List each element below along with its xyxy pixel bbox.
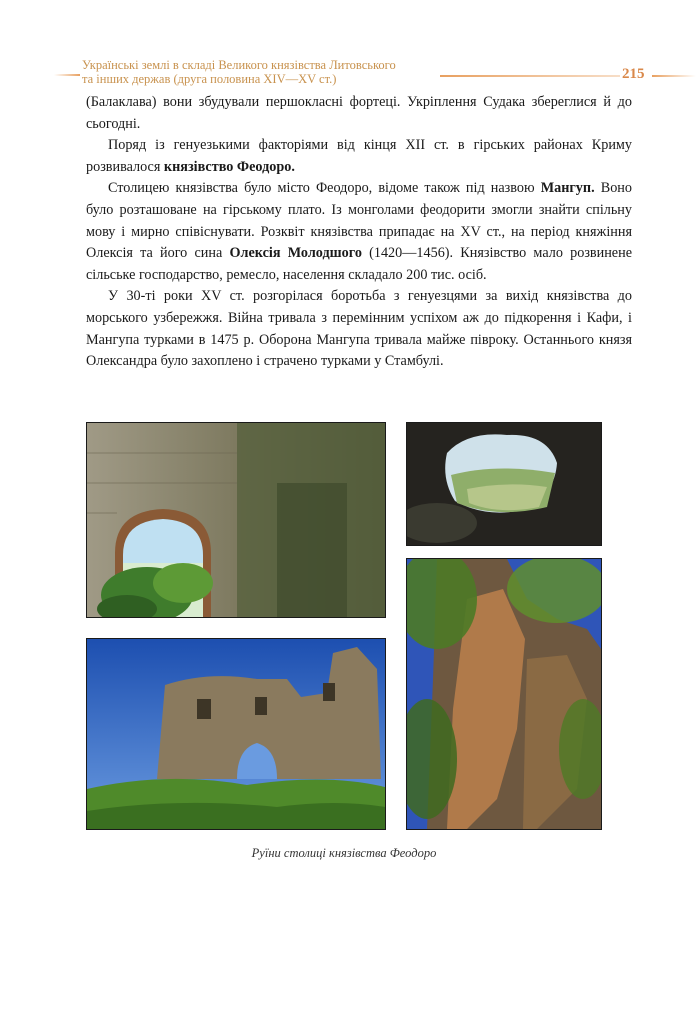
photo-stone-arch (86, 422, 386, 618)
body-text (86, 92, 632, 373)
photo-ruined-wall (86, 638, 386, 830)
term-mangup: Мангуп. (540, 180, 595, 197)
header-rule-right (440, 75, 620, 77)
header-rule-right-end (652, 75, 696, 77)
paragraph-3-text-b: Воно було розташоване на гірському плато. Із монголами феодорити змогли знайти спільну мову і мирно співіснувати. Розквіт князівства припадає на XV ст., на період княжіння Олексія та його сина (86, 180, 632, 262)
header-title (82, 58, 396, 86)
header-title-line2: та інших держав (друга половина XIV—XV ст.) (82, 72, 337, 86)
paragraph-3-text-a: Столицею князівства було місто Феодоро, відоме також під назвою (108, 180, 541, 197)
paragraph-3 (86, 178, 632, 286)
photo-cliff-trees (406, 558, 602, 830)
paragraph-2-text: Поряд із генуезькими факторіями від кінця XII ст. в гірських районах Криму розвивалося (86, 137, 632, 175)
header-rule-left (54, 74, 80, 76)
page-number: 215 (622, 66, 645, 82)
paragraph-4: У 30-ті роки XV ст. розгорілася боротьба з генуезцями за вихід князівства до морського узбережжя. Війна тривала з перемінним успіхом аж до підкорення і Кафи, і Мангупа турками в 1475 р. Оборона Мангупа тривала майже півроку. Останнього князя Олександра було захоплено і страчено турками у Стамбулі. (86, 288, 632, 370)
header-title-line1: Українські землі в складі Великого князівства Литовського (82, 58, 396, 72)
paragraph-2 (86, 135, 632, 178)
term-feodoro: князівство Феодоро. (163, 158, 295, 175)
paragraph-1: (Балаклава) вони збудували першокласні фортеці. Укріплення Судака збереглися й до сьогодні. (86, 94, 632, 132)
photo-window-view (406, 422, 602, 546)
paragraph-3-text-c: (1420—1456). Князівство мало розвинене сільське господарство, ремесло, населення складало 200 тис. осіб. (86, 245, 632, 283)
figure-caption: Руїни столиці князівства Феодоро (251, 846, 437, 860)
term-oleksii-molodshyi: Олексія Молодшого (229, 245, 362, 262)
running-header (54, 58, 654, 92)
